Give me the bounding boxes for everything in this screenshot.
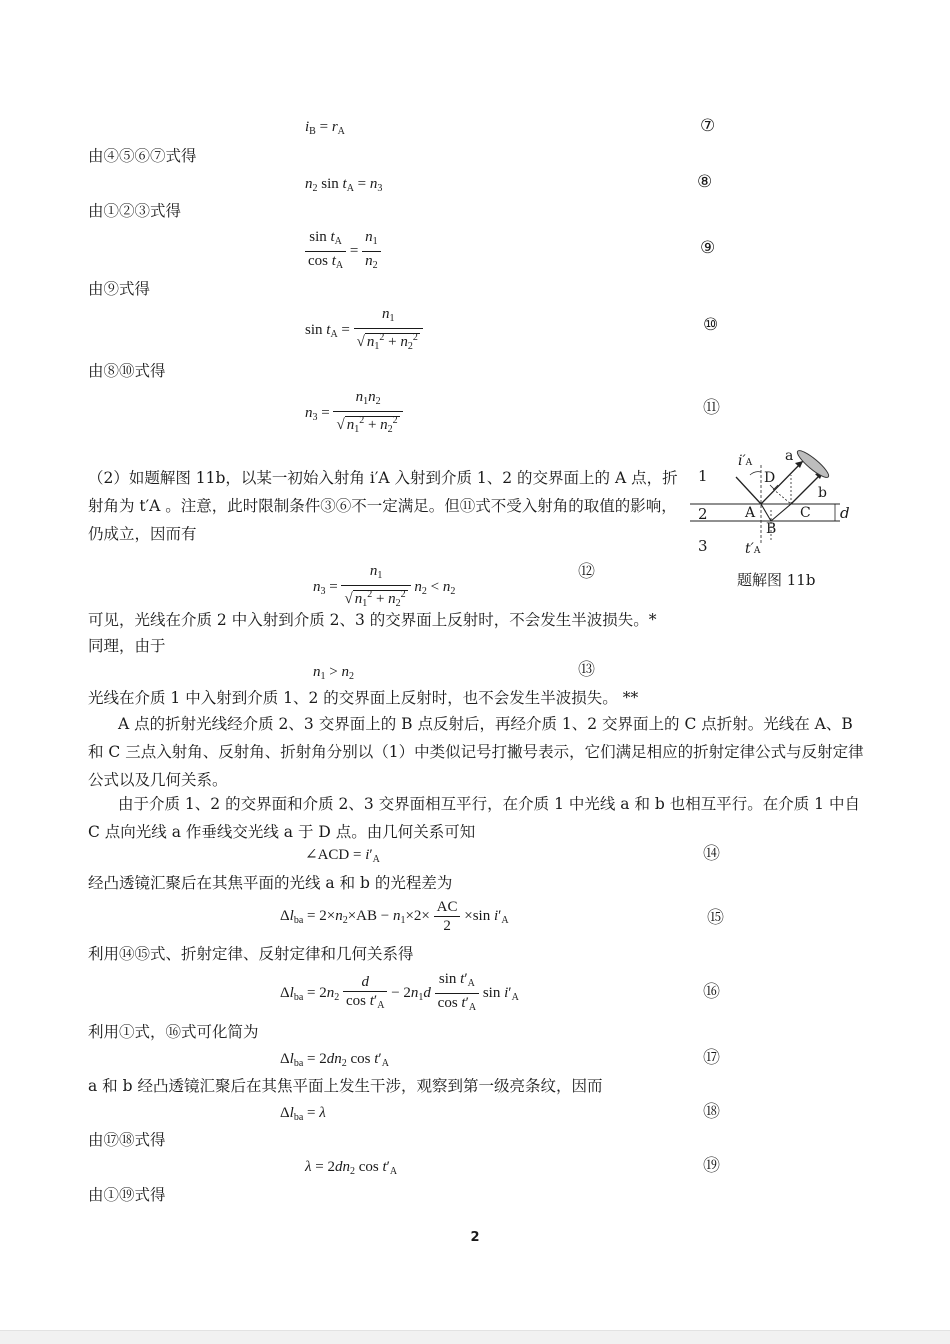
equation-number-19: ⑲ (703, 1156, 720, 1176)
equation-9: $\frac{\sin t_A}{\cos t_A}$ = $\frac{n_1}{n_2}$ (305, 228, 381, 275)
text-line: a 和 b 经凸透镜汇聚后在其焦平面上发生干涉，观察到第一级亮条纹，因而 (88, 1077, 603, 1095)
paragraph-reflection: A 点的折射光线经介质 2、3 交界面上的 B 点反射后，再经介质 1、2 交界面上的 C 点折射。光线在 A、B 和 C 三点入射角、反射角、折射角分别以（1）中类似记号打撇号表示，它们满足相应的折射定律公式与反射定律公式以及几何关系。 (88, 715, 864, 789)
equation-number-9: ⑨ (700, 238, 716, 258)
equation-number-14: ⑭ (703, 844, 720, 864)
equation-15: $\Delta l_{ba} = 2\times n_2\times AB - n_1\times 2\times$ $\frac{AC}{2}$ ×sin $i'_A$ (280, 899, 509, 934)
text-line: 由⑧⑩式得 (88, 362, 166, 380)
viewer-footer-bar (0, 1330, 950, 1344)
figure-label-D: D (764, 470, 776, 486)
text-line: 由①②③式得 (88, 202, 182, 220)
equation-10: $\sin t_A$ = $\frac{n_1}{√ n_1^2 + n_2^2}$ (305, 305, 423, 356)
equation-12: $n_3$ = $\frac{n_1}{√ n_1^2 + n_2^2}$ $n_2 < n_2$ (313, 563, 456, 609)
figure-label-C: C (800, 505, 811, 521)
paragraph-part-2: （2）如题解图 11b，以某一初始入射角 i′A 入射到介质 1、2 的交界面上的 A 点，折射角为 t′A 。注意，此时限制条件③⑥不一定满足。但⑪式不受入射角的取值的影响，仍成立，因而有 (88, 469, 678, 543)
text-line: 利用①式，⑯式可化简为 (88, 1023, 259, 1041)
paragraph-geometry: 由于介质 1、2 的交界面和介质 2、3 交界面相互平行，在介质 1 中光线 a 和 b 也相互平行。在介质 1 中自 C 点向光线 a 作垂线交光线 a 于 D 点。由几何关系可知 (88, 795, 860, 841)
figure-label-A: A (745, 505, 756, 521)
figure-label-d: d (840, 504, 850, 522)
text-line: 由④⑤⑥⑦式得 (88, 147, 197, 165)
equation-number-15: ⑮ (707, 908, 724, 928)
figure-label-medium-3: 3 (698, 537, 708, 555)
equation-8: $n_2$ $\sin t_A = n_3$ (305, 176, 383, 194)
text-line: 由⑨式得 (88, 280, 151, 298)
text-line: 可见，光线在介质 2 中入射到介质 2、3 的交界面上反射时，不会发生半波损失。* (88, 611, 657, 629)
figure-label-b: b (818, 485, 827, 501)
text-line: 同理，由于 (88, 637, 166, 655)
figure-label-incident-angle: i′A (738, 453, 753, 469)
text-line: 光线在介质 1 中入射到介质 1、2 的交界面上反射时，也不会发生半波损失。 ** (88, 689, 639, 707)
text-line: 利用⑭⑮式、折射定律、反射定律和几何关系得 (88, 945, 414, 963)
figure-label-refraction-angle: t′A (745, 541, 761, 557)
text-line: 由①⑲式得 (88, 1186, 166, 1204)
equation-7: $i_B = r_A$ (305, 119, 345, 137)
figure-caption: 题解图 11b (737, 571, 816, 589)
equation-13: $n_1 > n_2$ (313, 664, 354, 682)
figure-label-medium-2: 2 (698, 505, 708, 523)
figure-label-a: a (785, 448, 794, 464)
equation-18: $\Delta l_{ba} = \lambda$ (280, 1105, 326, 1123)
equation-number-11: ⑪ (703, 398, 720, 418)
equation-number-8: ⑧ (697, 172, 713, 192)
equation-number-10: ⑩ (703, 315, 719, 335)
equation-number-13: ⑬ (578, 660, 595, 680)
equation-16: $\Delta l_{ba} = 2n_2$ $\frac{d}{\cos t'_A}$ − $2n_1d$ $\frac{\sin t'_A}{\cos t'_A}$ $\sin i'_A$ (280, 971, 519, 1013)
figure-label-medium-1: 1 (698, 467, 708, 485)
equation-number-7: ⑦ (700, 116, 716, 136)
equation-number-18: ⑱ (703, 1102, 720, 1122)
figure-label-B: B (766, 521, 777, 537)
text-line: 由⑰⑱式得 (88, 1131, 166, 1149)
equation-number-17: ⑰ (703, 1048, 720, 1068)
equation-number-16: ⑯ (703, 982, 720, 1002)
figure-11b (690, 445, 875, 595)
text-line: 经凸透镜汇聚后在其焦平面的光线 a 和 b 的光程差为 (88, 874, 453, 892)
equation-14: ∠ACD = $i'_A$ (305, 847, 380, 865)
equation-17: $\Delta l_{ba} = 2dn_2$ $\cos t'_A$ (280, 1051, 389, 1069)
equation-number-12: ⑫ (578, 562, 595, 582)
equation-19: $\lambda = 2dn_2$ $\cos t'_A$ (305, 1159, 398, 1177)
equation-11: $n_3$ = $\frac{n_1n_2}{√ n_1^2 + n_2^2}$ (305, 388, 403, 439)
page-number: 2 (470, 1230, 480, 1245)
